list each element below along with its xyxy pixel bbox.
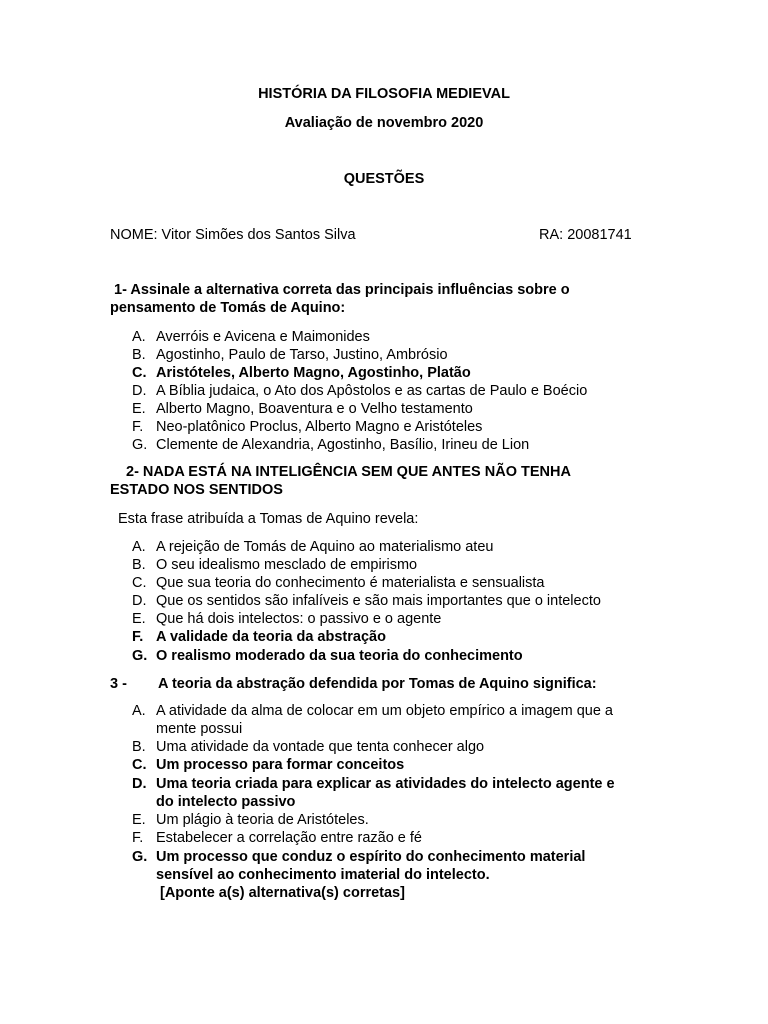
student-ra: RA: 20081741 [539,227,632,243]
option-text: Uma teoria criada para explicar as atividades do intelecto agente e [156,776,615,792]
option-letter: C. [132,575,147,591]
option-letter: D. [132,593,147,609]
option-text: Um plágio à teoria de Aristóteles. [156,812,369,828]
option-text: Uma atividade da vontade que tenta conhecer algo [156,739,485,755]
option-text: Estabelecer a correlação entre razão e fé [156,830,422,846]
option-text: Que há dois intelectos: o passivo e o agente [156,611,442,627]
option-letter: G. [132,849,148,865]
option-text: A atividade da alma de colocar em um objeto empírico a imagem que a [156,703,613,719]
option-text: Alberto Magno, Boaventura e o Velho testamento [156,401,473,417]
option-letter: A. [132,703,146,719]
question-2-line-2: ESTADO NOS SENTIDOS [110,482,283,498]
q3-option-a-continuation: mente possui [156,721,243,737]
option-letter: D. [132,776,147,792]
option-letter: G. [132,437,148,453]
option-letter: B. [132,347,146,363]
question-2-intro: Esta frase atribuída a Tomas de Aquino revela: [118,511,419,527]
question-1-line-2: pensamento de Tomás de Aquino: [110,300,346,316]
question-2-line-1: 2- NADA ESTÁ NA INTELIGÊNCIA SEM QUE ANTES NÃO TENHA [126,464,571,480]
option-letter: D. [132,383,147,399]
option-letter: A. [132,329,146,345]
question-1-line-1: 1- Assinale a alternativa correta das principais influências sobre o [114,282,570,298]
option-text: O seu idealismo mesclado de empirismo [156,557,418,573]
question-3-title: A teoria da abstração defendida por Tomas de Aquino significa: [158,676,597,692]
option-text: Neo-platônico Proclus, Alberto Magno e Aristóteles [156,419,483,435]
section-heading: QUESTÕES [343,171,425,187]
option-letter: E. [132,401,146,417]
document-title: HISTÓRIA DA FILOSOFIA MEDIEVAL [258,86,510,102]
option-letter: C. [132,365,147,381]
option-letter: B. [132,739,146,755]
student-name: NOME: Vitor Simões dos Santos Silva [110,227,356,243]
option-text: Clemente de Alexandria, Agostinho, Basílio, Irineu de Lion [156,437,530,453]
option-text: Averróis e Avicena e Maimonides [156,329,370,345]
option-text: Um processo que conduz o espírito do conhecimento material [156,849,586,865]
option-text: Agostinho, Paulo de Tarso, Justino, Ambrósio [156,347,448,363]
option-letter: A. [132,539,146,555]
option-text: A Bíblia judaica, o Ato dos Apôstolos e as cartas de Paulo e Boécio [156,383,588,399]
q3-option-g-continuation: sensível ao conhecimento imaterial do intelecto. [156,867,490,883]
option-letter: F. [132,629,144,645]
option-text: Que sua teoria do conhecimento é materialista e sensualista [156,575,545,591]
q3-option-d-continuation: do intelecto passivo [156,794,296,810]
option-letter: F. [132,830,144,846]
option-text: O realismo moderado da sua teoria do conhecimento [156,648,523,664]
option-text: Um processo para formar conceitos [156,757,405,773]
option-letter: E. [132,812,146,828]
option-text: A rejeição de Tomás de Aquino ao materialismo ateu [156,539,494,555]
option-letter: C. [132,757,147,773]
option-letter: G. [132,648,148,664]
document-subtitle: Avaliação de novembro 2020 [284,115,484,131]
question-3-note: [Aponte a(s) alternativa(s) corretas] [160,885,405,901]
option-text: Que os sentidos são infalíveis e são mais importantes que o intelecto [156,593,601,609]
option-letter: B. [132,557,146,573]
question-3-number: 3 - [110,676,127,692]
option-letter: E. [132,611,146,627]
option-letter: F. [132,419,144,435]
option-text: Aristóteles, Alberto Magno, Agostinho, Platão [156,365,471,381]
option-text: A validade da teoria da abstração [156,629,386,645]
